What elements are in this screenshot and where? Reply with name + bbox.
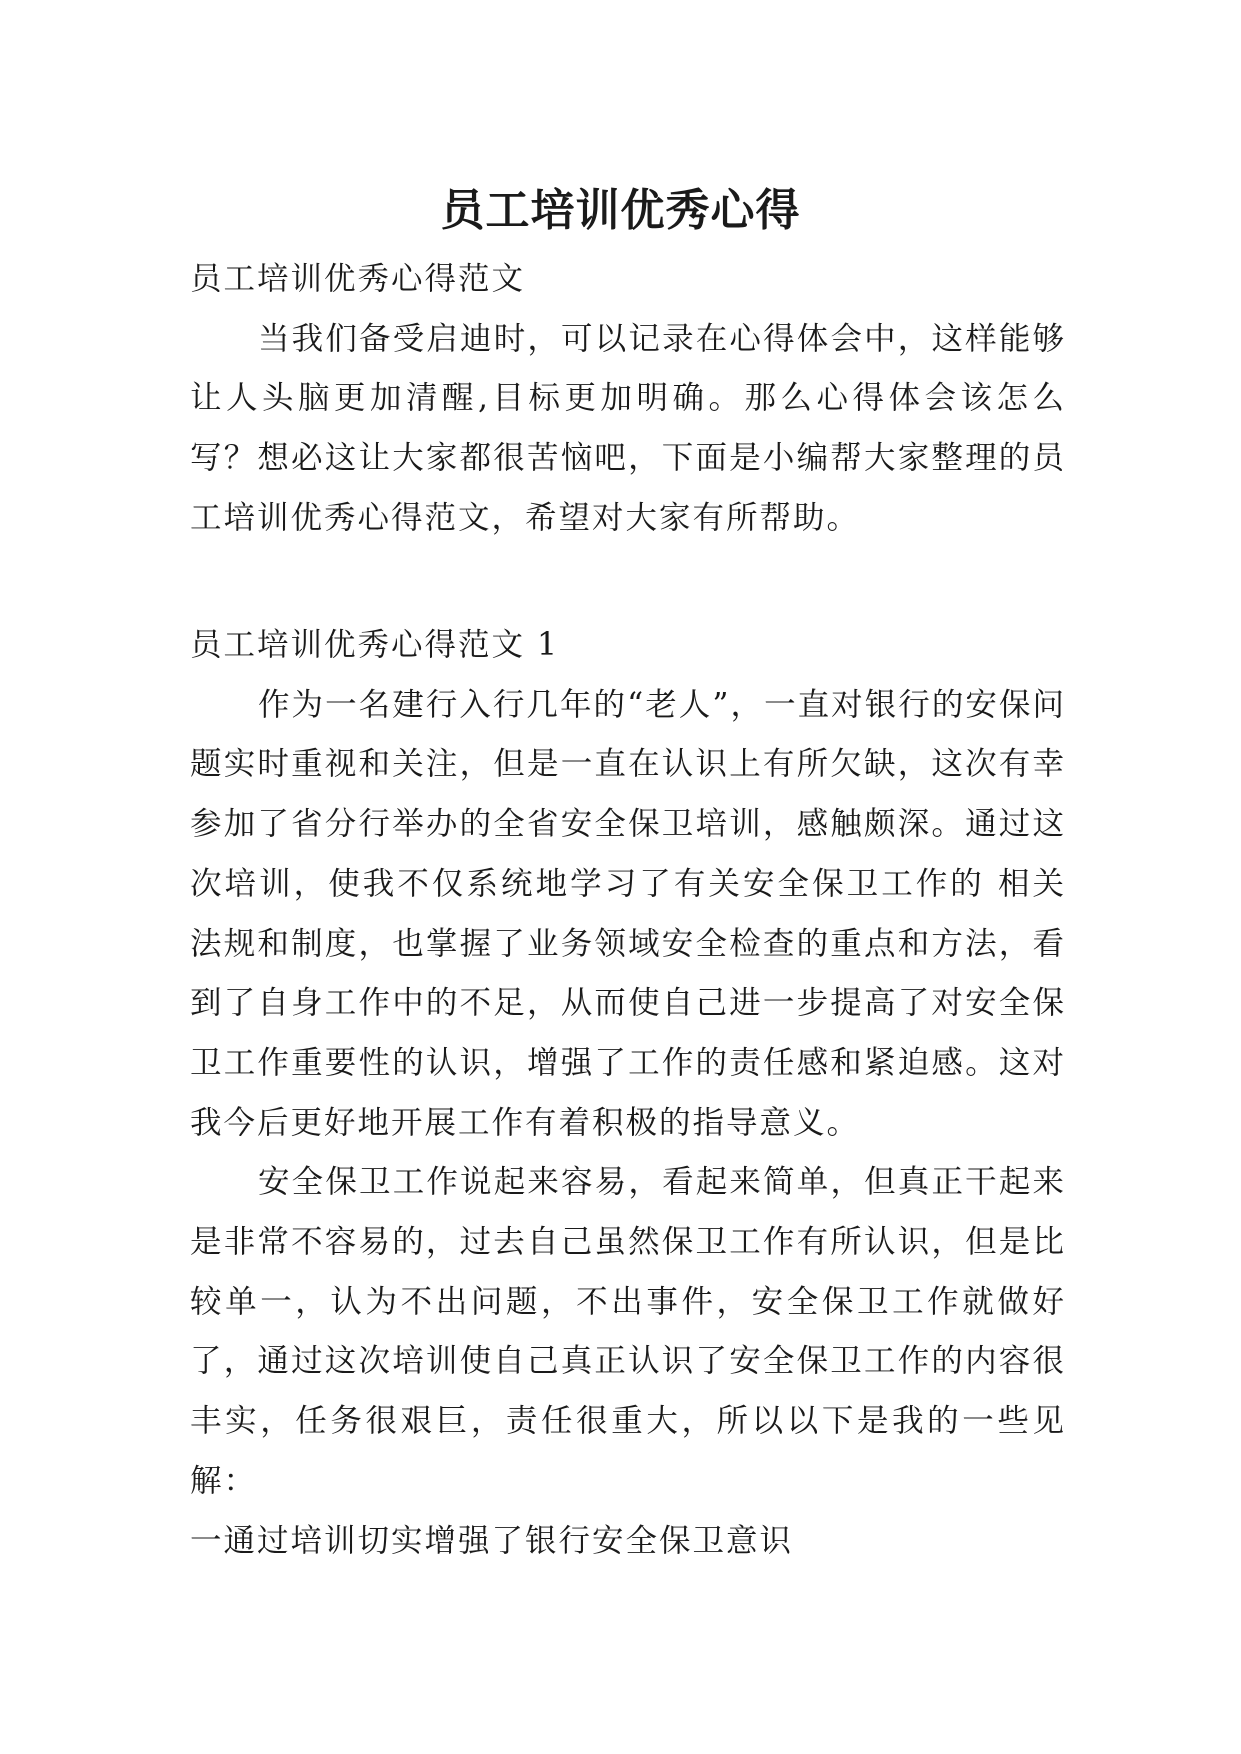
intro-heading: 员工培训优秀心得范文	[190, 261, 526, 297]
intro-section	[190, 250, 1066, 549]
sample-1-heading: 员工培训优秀心得范文 1	[190, 627, 560, 663]
intro-paragraph: 当我们备受启迪时，可以记录在心得体会中，这样能够让人头脑更加清醒,目标更加明确。那么心得体会该怎么写？想必这让大家都很苦恼吧，下面是小编帮大家整理的员工培训优秀心得范文，希望对大家有所帮助。	[190, 320, 1066, 536]
document-title: 员工培训优秀心得	[440, 185, 801, 237]
sample-1-paragraph-2: 安全保卫工作说起来容易，看起来简单，但真正干起来是非常不容易的，过去自己虽然保卫工作有所认识，但是比较单一，认为不出问题，不出事件，安全保卫工作就做好了，通过这次培训使自己真正认识了安全保卫工作的内容很丰实，任务很艰巨，责任很重大，所以以下是我的一些见解：	[190, 1164, 1066, 1499]
sample-1-point-1: 一通过培训切实增强了银行安全保卫意识	[190, 1522, 794, 1559]
sample-1-section	[190, 616, 1066, 1571]
sample-1-paragraph-1: 作为一名建行入行几年的“老人”，一直对银行的安保问题实时重视和关注，但是一直在认识上有所欠缺，这次有幸参加了省分行举办的全省安全保卫培训，感触颇深。通过这次培训，使我不仅系统地学习了有关安全保卫工作的 相关法规和制度，也掌握了业务领域安全检查的重点和方法，看到了自身工作中的不足，从而使自己进一步提高了对安全保卫工作重要性的认识，增强了工作的责任感和紧迫感。这对我今后更好地开展工作有着积极的指导意义。	[190, 686, 1066, 1141]
